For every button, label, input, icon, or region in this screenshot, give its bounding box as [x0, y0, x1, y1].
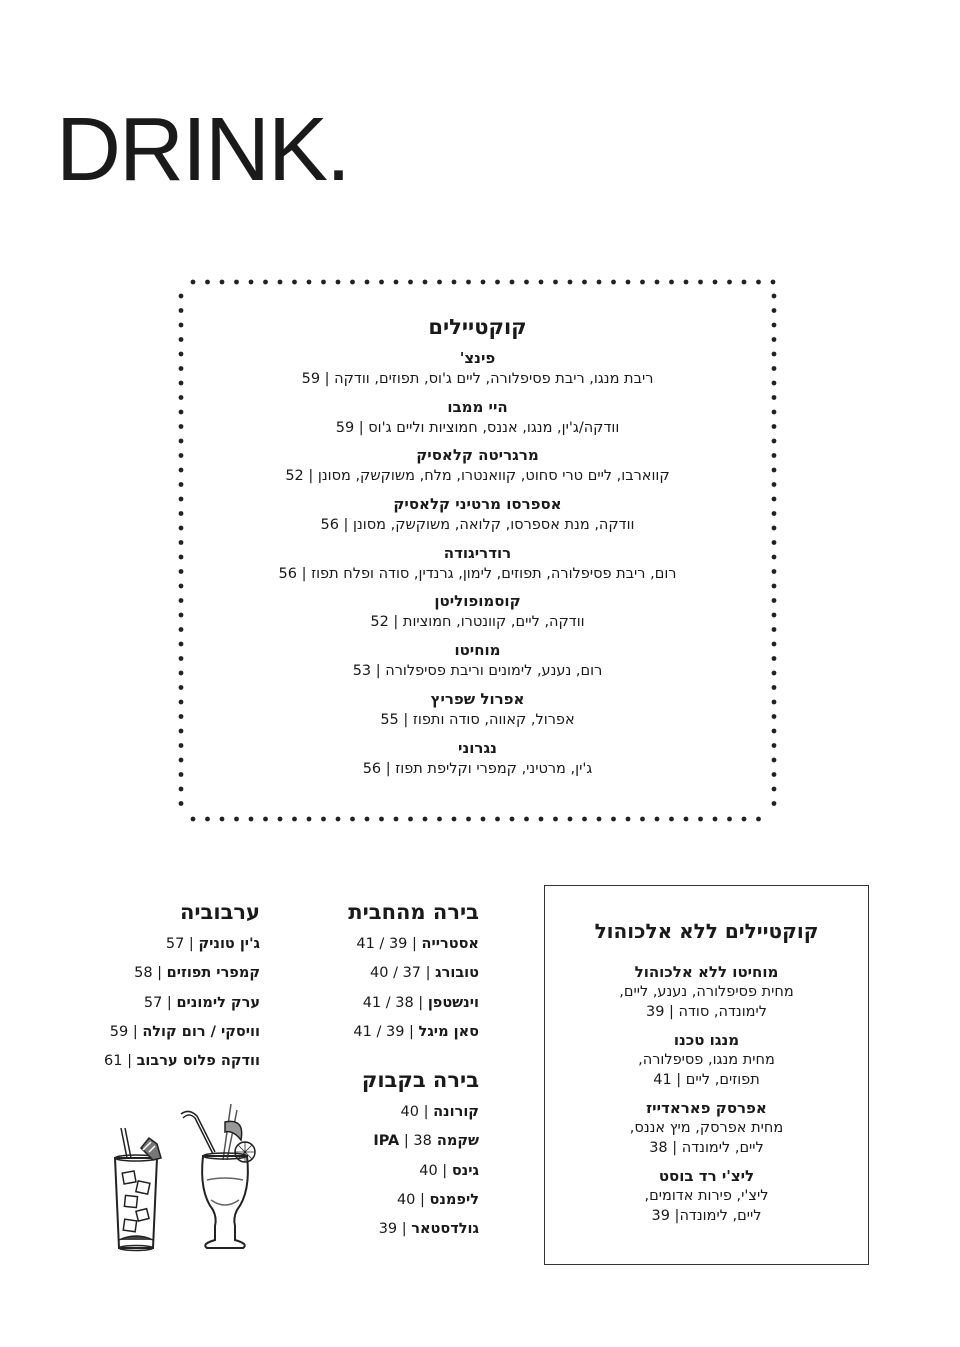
cocktail-name: היי ממבו — [447, 397, 508, 416]
item-name: אסטרייה — [421, 936, 479, 952]
item-desc-line1: ליצ'י, פירות אדומים, — [644, 1188, 769, 1204]
non-alcoholic-list — [545, 962, 868, 1234]
cocktail-name: מוחיטו — [454, 641, 501, 660]
list-item: ערק לימונים | 57 — [143, 994, 260, 1011]
item-price: 40 — [400, 1104, 419, 1120]
item-name: גינס — [451, 1162, 479, 1179]
cocktail-desc: וודקה/ג'ין, מנגו, אננס, חמוציות וליים ג'וס | 59 — [335, 419, 620, 436]
item-price: 57 — [165, 936, 185, 952]
non-alcoholic-section — [544, 885, 869, 1265]
cocktail-item — [178, 444, 777, 493]
cocktail-name: פינצ' — [459, 349, 496, 367]
item-name: סאן מיגל — [418, 1023, 479, 1040]
glasses-illustration — [105, 1100, 265, 1252]
cocktail-name: מרגריטה קלאסיק — [416, 446, 539, 465]
list-item: וודקה פלוס ערבוב | 61 — [104, 1053, 260, 1070]
item-name: שקמה IPA — [373, 1133, 479, 1150]
cocktail-item — [178, 396, 777, 445]
page-title: DRINK. — [56, 100, 350, 200]
cocktail-name: קוסמופוליטן — [434, 592, 521, 611]
cocktail-item — [178, 639, 777, 688]
cocktails-section — [178, 279, 777, 822]
item-price: 58 — [134, 965, 153, 982]
cocktail-desc: וודקה, ליים, קוונטרו, חמוציות | 52 — [370, 614, 585, 631]
item-price: 61 — [104, 1053, 123, 1070]
item-price: 39 / 41 — [353, 1023, 405, 1040]
item-name: קורונה — [433, 1104, 479, 1120]
cocktail-desc: אפרול, קאווה, סודה ותפוז | 55 — [380, 711, 575, 728]
hurricane-glass-icon — [181, 1104, 255, 1248]
item-price: 40 — [396, 1191, 416, 1208]
item-name: מנגו טכנו — [673, 1031, 740, 1049]
item-price: 57 — [143, 994, 163, 1011]
cocktail-desc: רום, ריבת פסיפלורה, תפוזים, לימון, גרנדין, סודה ופלח תפוז | 56 — [278, 565, 677, 582]
cocktail-name: אספרסו מרטיני קלאסיק — [393, 495, 562, 514]
list-item: גולדסטאר | 39 — [378, 1221, 479, 1238]
item-name: קמפרי תפוזים — [166, 965, 260, 982]
item-name: גולדסטאר — [411, 1221, 479, 1238]
item-name: טובורג — [435, 965, 479, 982]
list-item — [545, 1166, 868, 1234]
item-desc-line1: מחית אפרסק, מיץ אננס, — [629, 1120, 784, 1136]
item-price: 59 — [109, 1023, 129, 1040]
cocktail-desc: ריבת מנגו, ריבת פסיפלורה, ליים ג'וס, תפוזים, וודקה | 59 — [301, 371, 654, 387]
list-item: וויסקי / רום קולה | 59 — [109, 1023, 260, 1040]
list-item: קמפרי תפוזים | 58 — [134, 965, 260, 982]
list-item: סאן מיגל | 39 / 41 — [353, 1023, 479, 1040]
cocktail-item — [178, 590, 777, 639]
item-name: וינשטפן — [427, 994, 479, 1011]
non-alcoholic-heading: קוקטיילים ללא אלכוהול — [594, 919, 819, 943]
item-desc-line2: ליים, לימונדה | 38 — [649, 1140, 764, 1156]
cocktail-item — [178, 737, 777, 786]
cocktail-desc: קווארבו, ליים טרי סחוט, קוואנטרו, מלח, משוקשק, מסונן | 52 — [285, 468, 670, 485]
list-item: וינשטפן | 38 / 41 — [362, 994, 479, 1011]
cocktails-heading: קוקטיילים — [428, 315, 527, 339]
list-item: ג'ין טוניק | 57 — [165, 936, 260, 952]
item-price: 39 / 41 — [356, 936, 408, 952]
item-name: ערק לימונים — [176, 994, 260, 1011]
cocktail-item — [178, 542, 777, 591]
item-name: ליפמנס — [429, 1191, 479, 1208]
item-name: מוחיטו ללא אלכוהול — [634, 963, 779, 981]
item-name: אפרסק פאראדייז — [646, 1099, 767, 1117]
item-name: וויסקי / רום קולה — [142, 1023, 260, 1040]
list-item: טובורג | 37 / 40 — [370, 965, 479, 982]
cocktail-item — [178, 493, 777, 542]
list-item: קורונה | 40 — [400, 1104, 479, 1120]
cocktail-name: רודריגודה — [443, 543, 512, 562]
list-item — [545, 1098, 868, 1166]
list-item — [545, 1030, 868, 1098]
item-name: ליצ'י רד בוסט — [658, 1167, 755, 1185]
cocktail-name: אפרול שפריץ — [430, 689, 525, 708]
item-price: 39 — [378, 1221, 398, 1238]
cocktail-item — [178, 688, 777, 737]
draft-beer-section — [348, 899, 479, 1052]
item-desc-line2: ליים, לימונדה| 39 — [651, 1208, 762, 1224]
item-desc-line2: תפוזים, ליים | 41 — [653, 1072, 760, 1088]
item-desc-line2: לימונדה, סודה | 39 — [645, 1004, 767, 1020]
highball-glass-icon — [115, 1128, 161, 1251]
cocktail-item — [178, 347, 777, 396]
cocktail-desc: וודקה, מנת אספרסו, קלואה, משוקשק, מסונן | 56 — [320, 517, 635, 534]
item-desc-line1: מחית מנגו, פסיפלורה, — [638, 1052, 775, 1068]
mixed-drinks-section — [104, 899, 260, 1081]
item-desc-line1: מחית פסיפלורה, נענע, ליים, — [619, 984, 794, 1000]
cocktail-name: נגרוני — [458, 738, 497, 757]
mixed-drinks-heading: ערבוביה — [179, 900, 260, 924]
item-name: וודקה פלוס ערבוב — [136, 1053, 260, 1070]
item-price: 38 — [413, 1133, 432, 1150]
bottle-beer-heading: בירה בקבוק — [361, 1068, 479, 1092]
cocktail-desc: ג'ין, מרטיני, קמפרי וקליפת תפוז | 56 — [362, 760, 593, 777]
cocktail-desc: רום, נענע, לימונים וריבת פסיפלורה | 53 — [352, 663, 603, 680]
list-item: ליפמנס | 40 — [396, 1191, 479, 1208]
list-item: גינס | 40 — [419, 1162, 479, 1179]
item-name: ג'ין טוניק — [198, 936, 260, 952]
draft-beer-heading: בירה מהחבית — [348, 900, 479, 924]
cocktails-list — [178, 347, 777, 785]
list-item: אסטרייה | 39 / 41 — [356, 936, 479, 952]
item-price: 37 / 40 — [370, 965, 422, 982]
list-item: שקמה IPA | 38 — [373, 1133, 479, 1150]
item-price: 38 / 41 — [362, 994, 414, 1011]
bottle-beer-section — [362, 1067, 479, 1249]
item-price: 40 — [419, 1162, 438, 1179]
list-item — [545, 962, 868, 1030]
